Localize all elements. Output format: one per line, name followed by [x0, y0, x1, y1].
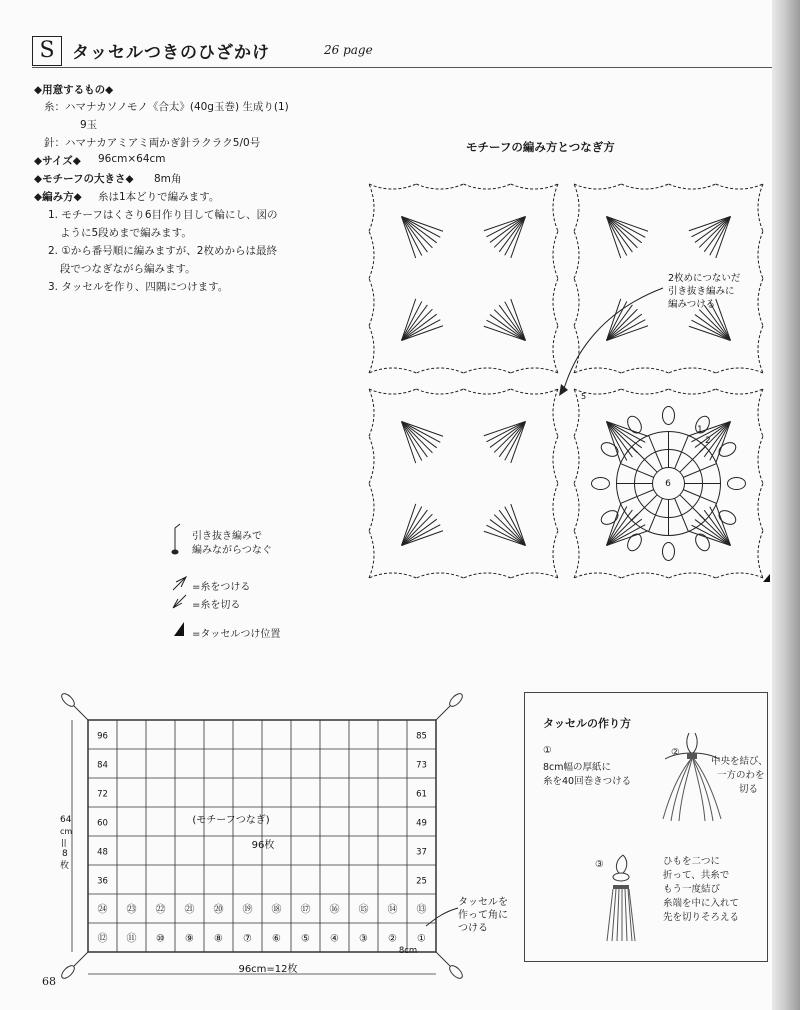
chain-loop — [553, 436, 558, 483]
chain-loop — [758, 389, 763, 436]
round-stitch — [649, 498, 663, 531]
chain-loop — [553, 184, 558, 231]
materials-heading: ◆用意するもの◆ — [34, 84, 114, 96]
page-number: 68 — [42, 975, 56, 988]
round-stitch — [675, 435, 689, 468]
chain-loop — [369, 368, 416, 373]
stitch-line — [699, 217, 730, 248]
motif-layout-grid — [58, 690, 478, 980]
chain-loop — [369, 184, 374, 231]
annotation-line: 引き抜き編みに — [668, 286, 735, 297]
petal-loop — [728, 478, 746, 490]
grid-cell-number: 85 — [416, 731, 427, 742]
stitch-line — [699, 310, 730, 341]
legend-tassel-position: =タッセルつけ位置 — [192, 629, 281, 640]
grid-cell-number: ⑰ — [300, 904, 311, 916]
tassel-note-line: タッセルを — [458, 897, 508, 908]
grid-cell-number: ㉓ — [126, 904, 137, 916]
tassel-step3-illustration — [593, 851, 643, 947]
chain-loop — [574, 573, 621, 578]
tassel-shape — [448, 692, 465, 709]
round-number: 1 — [697, 425, 703, 435]
grid-cell-number: 61 — [416, 789, 427, 800]
method-value: 糸は1本どりで編みます。 — [98, 191, 220, 203]
title-letter-box: S — [32, 36, 62, 66]
chain-loop — [574, 326, 579, 373]
chain-loop — [369, 231, 374, 278]
stitch-line — [494, 515, 525, 546]
chain-loop — [621, 184, 668, 189]
grid-cell-number: 48 — [97, 847, 108, 858]
grid-cell-number: 73 — [416, 760, 427, 771]
grid-cell-number: ⑬ — [416, 904, 427, 916]
height-label-part: cm — [60, 827, 73, 836]
chain-loop — [574, 389, 579, 436]
chain-loop — [758, 484, 763, 531]
slip-join-symbol — [170, 522, 184, 556]
round-stitch — [683, 464, 716, 478]
chain-loop — [369, 389, 374, 436]
petal-loop — [663, 543, 675, 561]
petal-loop — [625, 414, 644, 436]
chain-loop — [716, 184, 763, 189]
step-line: 段でつなぎながら編みます。 — [60, 263, 196, 275]
tassel-step-text: 中央を結び、 — [711, 756, 768, 767]
chain-loop — [574, 368, 621, 373]
round-stitch — [632, 447, 657, 472]
tassel-cord — [74, 952, 88, 966]
chain-loop — [511, 389, 558, 394]
grid-cell-number: 96 — [97, 731, 108, 742]
method-label: ◆編み方◆ — [34, 191, 82, 203]
stitch-line — [695, 315, 731, 341]
stitch-line — [402, 519, 437, 545]
tassel-step-text: 8cm幅の厚紙に — [543, 762, 612, 773]
stitch-line — [402, 422, 433, 453]
chain-loop — [574, 184, 621, 189]
petal-loop — [625, 532, 644, 554]
tassel-position-symbol — [172, 620, 188, 638]
grid-cell-number: ② — [388, 933, 397, 945]
tassel-cord — [74, 706, 88, 720]
chain-loop — [758, 184, 763, 231]
chain-loop — [621, 368, 668, 373]
stitch-line — [494, 422, 525, 453]
motif-diagram-heading: モチーフの編み方とつなぎ方 — [466, 140, 615, 154]
chain-loop — [758, 326, 763, 373]
height-label-part: 8 — [62, 849, 68, 859]
tassel-step-text: もう一度結び — [663, 884, 721, 895]
height-label-part: 枚 — [60, 861, 70, 871]
stitch-line — [494, 310, 525, 341]
tassel-step2-illustration — [659, 731, 725, 831]
height-label-part: || — [61, 838, 67, 847]
stitch-line — [402, 305, 428, 341]
stitch-line — [499, 305, 525, 340]
tassel-heading: タッセルの作り方 — [543, 717, 631, 730]
tassel-shape — [60, 964, 77, 980]
chain-loop — [511, 573, 558, 578]
stitch-line — [607, 305, 633, 341]
step-line: 1. モチーフはくさり6目作り目して輪にし、図の — [48, 209, 278, 221]
stitch-line — [402, 422, 428, 458]
step-line: ように5段めまで編みます。 — [60, 227, 192, 239]
stitch-line — [402, 217, 437, 243]
legend-slip-join-1: 引き抜き編みで — [192, 531, 262, 542]
grid-cell-number: 36 — [97, 876, 108, 887]
chain-loop — [553, 389, 558, 436]
page-gutter — [772, 0, 800, 1010]
round-stitch — [620, 464, 653, 478]
tassel-note-line: つける — [458, 923, 488, 934]
grid-cell-number: ⑮ — [358, 904, 369, 916]
tassel-step-text: 切る — [739, 784, 759, 795]
stitch-line — [402, 217, 433, 248]
grid-cell-number: ⑥ — [272, 933, 281, 945]
tassel-cord — [436, 706, 450, 720]
grid-cell-number: ⑲ — [242, 904, 253, 916]
grid-cell-number: ⑤ — [301, 933, 310, 945]
grid-cell-number: ⑯ — [329, 904, 340, 916]
layout-center-count: 96枚 — [251, 840, 275, 851]
round-stitch — [675, 498, 689, 531]
yarn-quantity: 9玉 — [80, 119, 98, 131]
stitch-line — [499, 510, 525, 545]
grid-cell-number: ⑳ — [213, 904, 224, 916]
petal-loop — [717, 508, 739, 527]
round-number: 5 — [581, 392, 587, 401]
tassel-marker — [763, 568, 770, 582]
tassel-instructions-box — [524, 692, 768, 962]
round-number: 6 — [665, 479, 671, 489]
chain-loop — [553, 279, 558, 326]
stitch-line — [402, 510, 428, 546]
round-stitch — [683, 490, 716, 504]
tassel-step-number: ③ — [595, 859, 604, 870]
tassel-shape — [60, 692, 77, 709]
chain-loop — [511, 184, 558, 189]
chain-loop — [369, 484, 374, 531]
chain-loop — [369, 531, 374, 578]
chain-loop — [574, 436, 579, 483]
motif-diagram — [355, 170, 770, 590]
stitch-line — [695, 217, 731, 243]
grid-cell-number: 25 — [416, 876, 427, 887]
layout-center-label: (モチーフつなぎ) — [192, 815, 270, 826]
tassel-step-text: 一方のわを — [717, 770, 765, 781]
chain-loop — [416, 573, 463, 578]
grid-cell-number: ⑭ — [387, 904, 398, 916]
chain-loop — [669, 573, 716, 578]
stitch-line — [607, 217, 638, 248]
grid-cell-number: ㉑ — [184, 904, 195, 916]
chain-loop — [511, 368, 558, 373]
page-title: タッセルつきのひざかけ — [72, 43, 270, 63]
yarn-line: 糸：ハマナカソノモノ《合太》(40g玉巻) 生成り(1) — [44, 101, 289, 113]
round-number: 2 — [705, 436, 711, 446]
chain-loop — [553, 326, 558, 373]
motif-size-value: 8m角 — [154, 173, 182, 185]
stitch-line — [607, 217, 633, 253]
tassel-step-text: 糸を40回巻きつける — [543, 776, 632, 787]
tassel-step-text: 折って、共糸で — [663, 870, 730, 881]
stitch-line — [704, 217, 730, 252]
chain-loop — [574, 531, 579, 578]
stitch-line — [494, 217, 525, 248]
title-rule — [32, 67, 772, 68]
tassel-step-text: 糸端を中に入れて — [663, 898, 740, 909]
chain-loop — [369, 279, 374, 326]
stitch-line — [490, 217, 526, 243]
chain-loop — [464, 184, 511, 189]
grid-cell-number: ① — [417, 933, 426, 945]
chain-loop — [416, 389, 463, 394]
chain-loop — [574, 484, 579, 531]
round-stitch — [649, 435, 663, 468]
cell-size-label: 8cm — [398, 946, 418, 956]
step-line: 2. ①から番号順に編みますが、2枚めからは最終 — [48, 245, 277, 257]
grid-cell-number: ⑱ — [271, 904, 282, 916]
grid-cell-number: ⑫ — [97, 933, 108, 945]
step-line: 3. タッセルを作り、四隅につけます。 — [48, 281, 229, 293]
grid-cell-number: ⑦ — [243, 933, 252, 945]
stitch-line — [402, 309, 433, 340]
cut-yarn-symbol — [170, 592, 190, 610]
grid-cell-number: ⑪ — [126, 933, 137, 945]
stitch-line — [607, 314, 642, 340]
grid-cell-number: ③ — [359, 933, 368, 945]
grid-cell-number: ④ — [330, 933, 339, 945]
page-reference: 26 page — [324, 43, 373, 57]
stitch-line — [490, 422, 526, 448]
size-label: ◆サイズ◆ — [34, 155, 81, 167]
stitch-line — [499, 422, 525, 457]
chain-loop — [669, 389, 716, 394]
chain-loop — [669, 184, 716, 189]
tassel-note-leader — [420, 900, 460, 930]
height-label-part: 64 — [60, 815, 72, 825]
chain-loop — [416, 184, 463, 189]
chain-loop — [553, 484, 558, 531]
tassel-step-number: ① — [543, 745, 552, 756]
petal-loop — [592, 478, 610, 490]
needle-line: 針：ハマナカアミアミ両かぎ針ラクラク5/0号 — [44, 137, 261, 149]
stitch-line — [499, 217, 525, 252]
chain-loop — [621, 389, 668, 394]
tassel-step-text: 先を切りそろえる — [663, 912, 740, 923]
stitch-line — [402, 314, 437, 340]
chain-loop — [716, 368, 763, 373]
chain-loop — [758, 531, 763, 578]
chain-loop — [464, 573, 511, 578]
grid-cell-number: 72 — [97, 789, 108, 800]
annotation-arrowhead — [559, 384, 568, 396]
round-stitch — [680, 447, 705, 472]
grid-cell-number: 49 — [416, 818, 427, 829]
size-value: 96cm×64cm — [98, 153, 166, 165]
legend-attach-yarn: =糸をつける — [192, 582, 251, 593]
motif-size-label: ◆モチーフの大きさ◆ — [34, 173, 134, 185]
chain-loop — [574, 279, 579, 326]
grid-cell-number: ⑧ — [214, 933, 223, 945]
grid-cell-number: 84 — [97, 760, 108, 771]
stitch-line — [607, 309, 638, 340]
tassel-step-text: ひもを二つに — [663, 856, 721, 867]
round-stitch — [632, 495, 657, 520]
grid-cell-number: ㉔ — [97, 904, 108, 916]
annotation-line: 編みつける — [668, 299, 716, 310]
chain-loop — [716, 389, 763, 394]
chain-loop — [758, 436, 763, 483]
round-stitch — [680, 495, 705, 520]
chain-loop — [553, 231, 558, 278]
stitch-line — [607, 217, 642, 243]
chain-loop — [621, 573, 668, 578]
stitch-line — [704, 305, 730, 340]
chain-loop — [464, 368, 511, 373]
chain-loop — [416, 368, 463, 373]
stitch-line — [402, 217, 428, 253]
petal-loop — [663, 407, 675, 425]
grid-cell-number: ⑨ — [185, 933, 194, 945]
width-label: 96cm=12枚 — [238, 964, 298, 975]
tassel-note-line: 作って角に — [458, 910, 508, 921]
tassel-step-number: ② — [671, 747, 680, 758]
petal-loop — [717, 440, 739, 459]
chain-loop — [369, 326, 374, 373]
chain-loop — [574, 231, 579, 278]
tassel-cord — [436, 952, 450, 966]
stitch-line — [402, 422, 437, 448]
chain-loop — [369, 573, 416, 578]
annotation-arrow — [563, 288, 663, 392]
chain-loop — [574, 184, 579, 231]
chain-loop — [553, 531, 558, 578]
grid-cell-number: ⑩ — [156, 933, 165, 945]
chain-loop — [369, 389, 416, 394]
stitch-line — [402, 514, 433, 545]
tassel-shape — [448, 964, 465, 980]
grid-cell-number: ㉒ — [155, 904, 166, 916]
chain-loop — [758, 231, 763, 278]
annotation-line: 2枚めにつないだ — [668, 273, 741, 284]
chain-loop — [464, 389, 511, 394]
legend-slip-join-2: 編みながらつなぐ — [192, 545, 272, 556]
stitch-line — [490, 520, 526, 546]
chain-loop — [669, 368, 716, 373]
attach-yarn-symbol — [170, 574, 190, 592]
chain-loop — [369, 184, 416, 189]
chain-loop — [758, 279, 763, 326]
legend-cut-yarn: =糸を切る — [192, 600, 241, 611]
chain-loop — [716, 573, 763, 578]
stitch-line — [490, 315, 526, 341]
grid-cell-number: 37 — [416, 847, 427, 858]
round-stitch — [620, 490, 653, 504]
grid-cell-number: 60 — [97, 818, 108, 829]
chain-loop — [369, 436, 374, 483]
